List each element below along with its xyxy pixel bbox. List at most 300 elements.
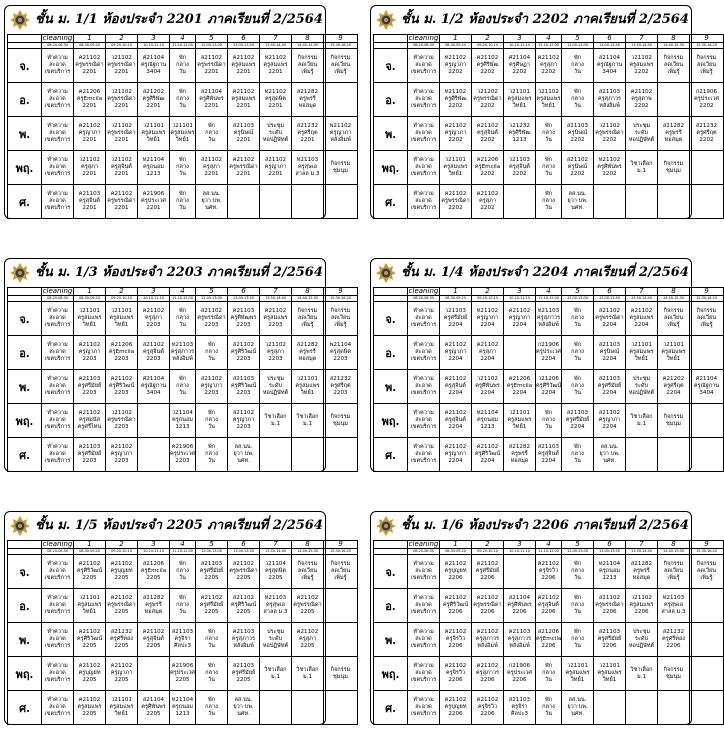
cell-line: ว21101	[143, 123, 164, 129]
cell-line: กลาง	[205, 417, 218, 423]
cell-line: ครูสุภา	[267, 349, 284, 355]
cell-line: วิชาเลือก	[630, 160, 653, 167]
class-cell	[594, 185, 626, 219]
class-cell	[690, 657, 724, 691]
cell-line: ระดับ	[634, 636, 649, 642]
time-slot: 13.00-13.50	[594, 549, 626, 555]
cell-line: ว21102	[111, 157, 132, 163]
class-cell	[170, 336, 196, 370]
class-cell	[658, 404, 690, 438]
cleaning-header: cleaning	[42, 287, 73, 295]
cell-line: ลดเวียน	[297, 315, 318, 321]
cell-line: ลดเวียน	[330, 568, 351, 574]
period-number: 6	[594, 541, 626, 549]
cell-line: ส21102	[200, 157, 223, 163]
cell-line: ครูพรรณิดา	[229, 164, 258, 170]
cell-line: ครูประเวศ	[536, 349, 561, 355]
cell-line: ครูศิริพัฒ	[444, 96, 467, 102]
class-cell	[594, 336, 626, 370]
cell-line: พัก	[573, 561, 582, 567]
cell-line: ครูพรรี	[299, 349, 316, 355]
cell-line: ครูสมแพร	[597, 670, 622, 676]
class-cell	[472, 657, 504, 691]
cell-line: 2202	[448, 69, 463, 75]
cell-line: เขตบริการ	[410, 643, 437, 649]
school-crest-icon	[9, 515, 31, 537]
class-cell	[260, 657, 292, 691]
time-slot: 09.20-10.10	[472, 296, 504, 302]
cell-line: ค21202	[662, 376, 685, 382]
cell-line: ครูสมแพร	[629, 602, 654, 608]
cell-line: ว21104	[265, 561, 286, 567]
cleaning-cell	[408, 623, 440, 657]
cell-line: ค21102	[444, 410, 467, 416]
cell-line: ครูพรรณิดา	[107, 62, 136, 68]
class-cell	[324, 691, 358, 725]
class-cell	[472, 589, 504, 623]
class-cell	[74, 83, 106, 117]
time-slot: 15.30-16.20	[690, 296, 724, 302]
cell-line: 2201	[268, 69, 283, 75]
cell-line: ครูศิริวัฒน์	[76, 636, 103, 642]
cell-line: 2205	[175, 677, 190, 683]
cell-line: 2202	[570, 171, 585, 177]
cell-line: กิจกรรม	[663, 666, 684, 673]
cell-line: วัน	[179, 205, 186, 211]
cell-line: ค21103	[232, 629, 255, 635]
cell-line: ครูพรรณิดา	[107, 602, 136, 608]
cell-line: กลาง	[571, 315, 584, 321]
class-cell	[472, 185, 504, 219]
class-cell	[626, 336, 658, 370]
class-cell	[562, 555, 594, 589]
cell-line: 2203	[82, 356, 97, 362]
class-cell	[74, 691, 106, 725]
cleaning-cell	[408, 49, 440, 83]
cell-line: ทำความ	[47, 342, 68, 348]
cell-line: พัก	[573, 629, 582, 635]
class-cell	[504, 370, 536, 404]
schedule-table	[7, 287, 358, 472]
cell-line: ครูพรรณิดา	[473, 602, 502, 608]
cell-line: วัน	[545, 677, 552, 683]
class-cell	[440, 438, 472, 472]
cell-line: ว21102	[111, 123, 132, 129]
cell-line: ส21102	[200, 55, 223, 61]
cell-line: กลาง	[571, 96, 584, 102]
cell-line: ค21102	[110, 595, 133, 601]
class-cell	[292, 117, 324, 151]
cell-line: 2206	[480, 677, 495, 683]
cell-line: ครูบุญยท	[444, 704, 467, 710]
cleaning-cell	[42, 404, 74, 438]
day-row	[8, 151, 358, 185]
cell-line: ค21102	[264, 308, 287, 314]
cell-line: กิจกรรม	[663, 160, 684, 167]
cell-line: หลังอิมพ์	[172, 356, 193, 362]
cell-line: 2204	[448, 424, 463, 430]
class-cell	[658, 438, 690, 472]
cell-line: กลาง	[542, 704, 555, 710]
class-cell	[170, 370, 196, 404]
class-cell	[196, 370, 228, 404]
day-row	[8, 185, 358, 219]
timetable-card	[370, 5, 719, 219]
period-number: 8	[658, 288, 690, 296]
cell-line: 2205	[268, 575, 283, 581]
day-row	[374, 438, 724, 472]
cell-line: สะอาด	[49, 568, 66, 574]
cell-line: 3404	[699, 390, 714, 396]
cell-line: วัน	[574, 322, 581, 328]
cell-line: ครูนิษณ์	[567, 164, 588, 170]
class-cell	[196, 302, 228, 336]
cell-line: ครูประเวศ	[170, 451, 195, 457]
class-cell	[626, 83, 658, 117]
class-cell	[196, 336, 228, 370]
cell-line: ครูญาภา	[232, 417, 255, 423]
cell-line: 2202	[699, 137, 714, 143]
cell-line: 2205	[114, 575, 129, 581]
class-cell	[260, 691, 292, 725]
class-cell	[170, 185, 196, 219]
class-cell	[562, 185, 594, 219]
cell-line: ท21104	[142, 157, 165, 163]
cell-line: กิจกรรม	[330, 55, 351, 61]
time-row	[374, 296, 724, 302]
class-cell	[170, 49, 196, 83]
cell-line: 2205	[204, 609, 219, 615]
cell-line: พัก	[178, 561, 187, 567]
cell-line: ค21102	[296, 629, 319, 635]
cell-line: ท21104	[476, 410, 499, 416]
class-cell	[260, 555, 292, 589]
class-cell	[472, 691, 504, 725]
class-cell	[594, 151, 626, 185]
period-number: 5	[562, 288, 594, 296]
schedule-table	[373, 34, 724, 219]
time-slot: 15.30-16.20	[324, 296, 358, 302]
cell-line: สะอาด	[49, 636, 66, 642]
time-slot: 09.20-10.10	[106, 549, 138, 555]
cell-line: เขตบริการ	[410, 609, 437, 615]
cell-line: ส21232	[329, 376, 352, 382]
day-row	[8, 49, 358, 83]
period-number: 5	[562, 35, 594, 43]
class-cell	[228, 185, 260, 219]
day-label: อ.	[8, 83, 42, 117]
cell-line: 2203	[236, 424, 251, 430]
cell-line: ท21104	[598, 561, 621, 567]
cleaning-cell	[42, 302, 74, 336]
cell-line: ค21102	[444, 697, 467, 703]
cell-line: ครูบุญยท	[444, 568, 467, 574]
cell-line: ว21101	[509, 410, 530, 416]
cell-line: 2204	[480, 458, 495, 464]
cell-line: ส21282	[630, 561, 653, 567]
cell-line: พัก	[573, 55, 582, 61]
cell-line: สาลล ม.3	[295, 171, 320, 177]
cell-line: ครูสมแพร	[443, 164, 468, 170]
cell-line: ครูพรรี	[665, 130, 682, 136]
class-cell	[626, 555, 658, 589]
day-label: ศ.	[374, 691, 408, 725]
cell-line: ครูศิริวัฒน์	[230, 383, 257, 389]
cell-line: ว21102	[111, 410, 132, 416]
class-cell	[690, 555, 724, 589]
cell-line: 2204	[634, 322, 649, 328]
class-cell	[106, 336, 138, 370]
period-number: 7	[260, 288, 292, 296]
cell-line: ค21102	[110, 561, 133, 567]
cell-line: 2203	[268, 356, 283, 362]
time-slot: 14.40-15.30	[658, 549, 690, 555]
time-slot: 11.10-12.00	[170, 549, 196, 555]
cleaning-header: cleaning	[42, 34, 73, 42]
cell-line: ส21102	[566, 157, 589, 163]
class-cell	[504, 302, 536, 336]
cell-line: ค21102	[537, 595, 560, 601]
cell-line: 2205	[82, 643, 97, 649]
class-cell	[228, 404, 260, 438]
cell-line: 2204	[602, 322, 617, 328]
cell-line: 2202	[480, 205, 495, 211]
class-cell	[536, 151, 562, 185]
class-cell	[504, 336, 536, 370]
day-label: ศ.	[374, 185, 408, 219]
cell-line: ส21103	[232, 123, 255, 129]
cell-line: ประชุม	[632, 376, 651, 382]
cell-line: เพิ่มรู้	[334, 69, 347, 75]
card-header	[5, 512, 325, 540]
class-cell	[228, 438, 260, 472]
cell-line: ส21282	[142, 595, 165, 601]
cell-line: 2201	[236, 103, 251, 109]
cell-line: ทำความ	[47, 123, 68, 129]
cell-line: ส21102	[232, 561, 255, 567]
cell-line: ครูสมแพร	[565, 670, 590, 676]
cell-line: กลาง	[205, 451, 218, 457]
cell-line: วิชาเลือก	[264, 666, 287, 673]
period-number: 7	[626, 541, 658, 549]
time-slot: 11.10-12.00	[536, 549, 562, 555]
period-number: 4	[170, 35, 196, 43]
cell-line: 2203	[333, 390, 348, 396]
cell-line: ค21102	[476, 629, 499, 635]
class-cell	[562, 404, 594, 438]
cell-line: 2204	[570, 424, 585, 430]
cell-line: 2201	[82, 205, 97, 211]
cell-line: ครูสุภา	[203, 164, 220, 170]
cell-line: 2203	[114, 390, 129, 396]
cell-line: ทำความ	[47, 561, 68, 567]
class-cell	[690, 83, 724, 117]
cell-line: นศท.	[571, 711, 584, 717]
cell-line: ว21103	[509, 157, 530, 163]
cell-line: ครูศิริพัฒ	[476, 62, 499, 68]
class-cell	[196, 438, 228, 472]
cell-line: ส21103	[566, 410, 589, 416]
cell-line: 2201	[82, 137, 97, 143]
cleaning-cell	[42, 691, 74, 725]
class-cell	[562, 83, 594, 117]
cell-line: ท21103	[662, 595, 685, 601]
cell-line: ค21102	[476, 444, 499, 450]
class-cell	[292, 691, 324, 725]
class-cell	[106, 691, 138, 725]
cell-line: 2206	[666, 643, 681, 649]
cell-line: ว21101	[445, 157, 466, 163]
class-cell	[626, 623, 658, 657]
cell-line: 2204	[541, 356, 556, 362]
cell-line: พัก	[544, 157, 553, 163]
cell-line: ครูสุจินต์	[143, 636, 164, 642]
cell-line: 2204	[666, 390, 681, 396]
class-cell	[170, 657, 196, 691]
class-cell	[472, 49, 504, 83]
cell-line: ครูEmcila	[76, 96, 103, 102]
class-cell	[594, 83, 626, 117]
cell-line: พ21102	[329, 123, 352, 129]
cell-line: ว21102	[79, 157, 100, 163]
cell-line: 2205	[82, 711, 97, 717]
cell-line: ครูศิริวัฒน์	[536, 383, 562, 389]
cleaning-cell	[42, 83, 74, 117]
class-cell	[170, 151, 196, 185]
cell-line: ครูสุดษิต	[264, 96, 287, 102]
cell-line: 2204	[480, 390, 495, 396]
class-cell	[440, 49, 472, 83]
time-slot: 09.20-10.10	[472, 43, 504, 49]
class-cell	[626, 370, 658, 404]
class-cell	[472, 336, 504, 370]
day-label: พ.	[374, 623, 408, 657]
class-cell	[292, 589, 324, 623]
cell-line: วัน	[574, 609, 581, 615]
class-cell	[626, 49, 658, 83]
cell-line: ส21102	[598, 308, 621, 314]
class-cell	[74, 438, 106, 472]
class-cell	[260, 185, 292, 219]
cell-line: ครูศรีมัยย์	[475, 568, 500, 574]
cell-line: วัน	[208, 137, 215, 143]
cell-line: ครูสุภาวร	[231, 636, 256, 642]
cell-line: 2205	[114, 677, 129, 683]
class-cell	[196, 623, 228, 657]
class-cell	[228, 623, 260, 657]
class-cell	[440, 185, 472, 219]
period-number: 6	[228, 288, 260, 296]
cell-line: กลาง	[176, 568, 189, 574]
class-cell	[440, 555, 472, 589]
cell-line: 1213	[175, 424, 190, 430]
day-label: พฤ.	[374, 151, 408, 185]
class-cell	[138, 302, 170, 336]
day-label: จ.	[8, 302, 42, 336]
cell-line: 2205	[236, 677, 251, 683]
class-cell	[472, 555, 504, 589]
class-cell	[504, 49, 536, 83]
cell-line: ครูพรรี	[633, 568, 650, 574]
cell-line: เขตบริการ	[44, 677, 71, 683]
cell-line: วัน	[179, 69, 186, 75]
cell-line: กิจกรรม	[330, 413, 351, 420]
cell-line: กลาง	[176, 602, 189, 608]
period-header-row	[8, 35, 358, 43]
period-number: 2	[472, 35, 504, 43]
cell-line: ครูพรรณิดา	[441, 198, 470, 204]
cell-line: ครูจิรา	[511, 704, 528, 710]
time-slot: 08.20-08.30	[42, 296, 74, 302]
day-row	[374, 83, 724, 117]
cell-line: กลาง	[571, 451, 584, 457]
cell-line: ประชุม	[266, 376, 285, 382]
class-cell	[504, 657, 536, 691]
cell-line: ว21102	[477, 376, 498, 382]
cell-line: ทำความ	[47, 376, 68, 382]
cell-line: กลาง	[205, 670, 218, 676]
cell-line: วิทย์1	[541, 103, 556, 109]
period-number: 3	[138, 288, 170, 296]
class-cell	[324, 623, 358, 657]
cell-line: ครูสุจินต์	[111, 164, 132, 170]
cell-line: ทำความ	[47, 697, 68, 703]
cell-line: ยุวา บพ.	[599, 451, 620, 457]
cell-line: ครูจิรา	[174, 636, 191, 642]
cell-line: ทำความ	[413, 561, 434, 567]
time-slot: 08.20-08.30	[408, 43, 440, 49]
day-row	[374, 151, 724, 185]
time-slot: 12.00-13.00	[562, 296, 594, 302]
cell-line: เพิ่มรู้	[667, 69, 680, 75]
cell-line: 2202	[480, 171, 495, 177]
cell-line: สะอาด	[415, 315, 432, 321]
day-label: อ.	[374, 83, 408, 117]
cell-line: 2202	[541, 69, 556, 75]
period-header-row	[374, 541, 724, 549]
cell-line: ครูสุภา	[479, 349, 496, 355]
cell-line: ทำความ	[413, 123, 434, 129]
cell-line: ค21906	[171, 444, 194, 450]
class-cell	[594, 589, 626, 623]
day-row	[8, 623, 358, 657]
day-row	[374, 302, 724, 336]
class-cell	[594, 302, 626, 336]
cell-line: ลดเวียน	[663, 568, 684, 574]
cell-line: ครูสุจินต์	[538, 451, 559, 457]
class-cell	[106, 404, 138, 438]
cell-line: ว21202	[477, 89, 498, 95]
period-number: 8	[292, 288, 324, 296]
cell-line: ครูญาภา	[78, 349, 101, 355]
cell-line: เขตบริการ	[44, 643, 71, 649]
cell-line: เขตบริการ	[410, 103, 437, 109]
cell-line: พัก	[544, 410, 553, 416]
cell-line: 2206	[512, 609, 527, 615]
day-label: ศ.	[8, 691, 42, 725]
cell-line: ครูศรีมัยย์	[199, 568, 224, 574]
cell-line: สะอาด	[415, 198, 432, 204]
class-cell	[594, 117, 626, 151]
class-cell	[196, 555, 228, 589]
cell-line: กิจกรรม	[696, 308, 717, 314]
cell-line: ทำความ	[413, 376, 434, 382]
timetable-card	[370, 511, 717, 725]
cell-line: ครูสุภาวร	[597, 96, 622, 102]
cell-line: ครูพรรณิดา	[107, 198, 136, 204]
time-slot: 08.20-08.30	[42, 43, 74, 49]
cell-line: สะอาด	[415, 602, 432, 608]
